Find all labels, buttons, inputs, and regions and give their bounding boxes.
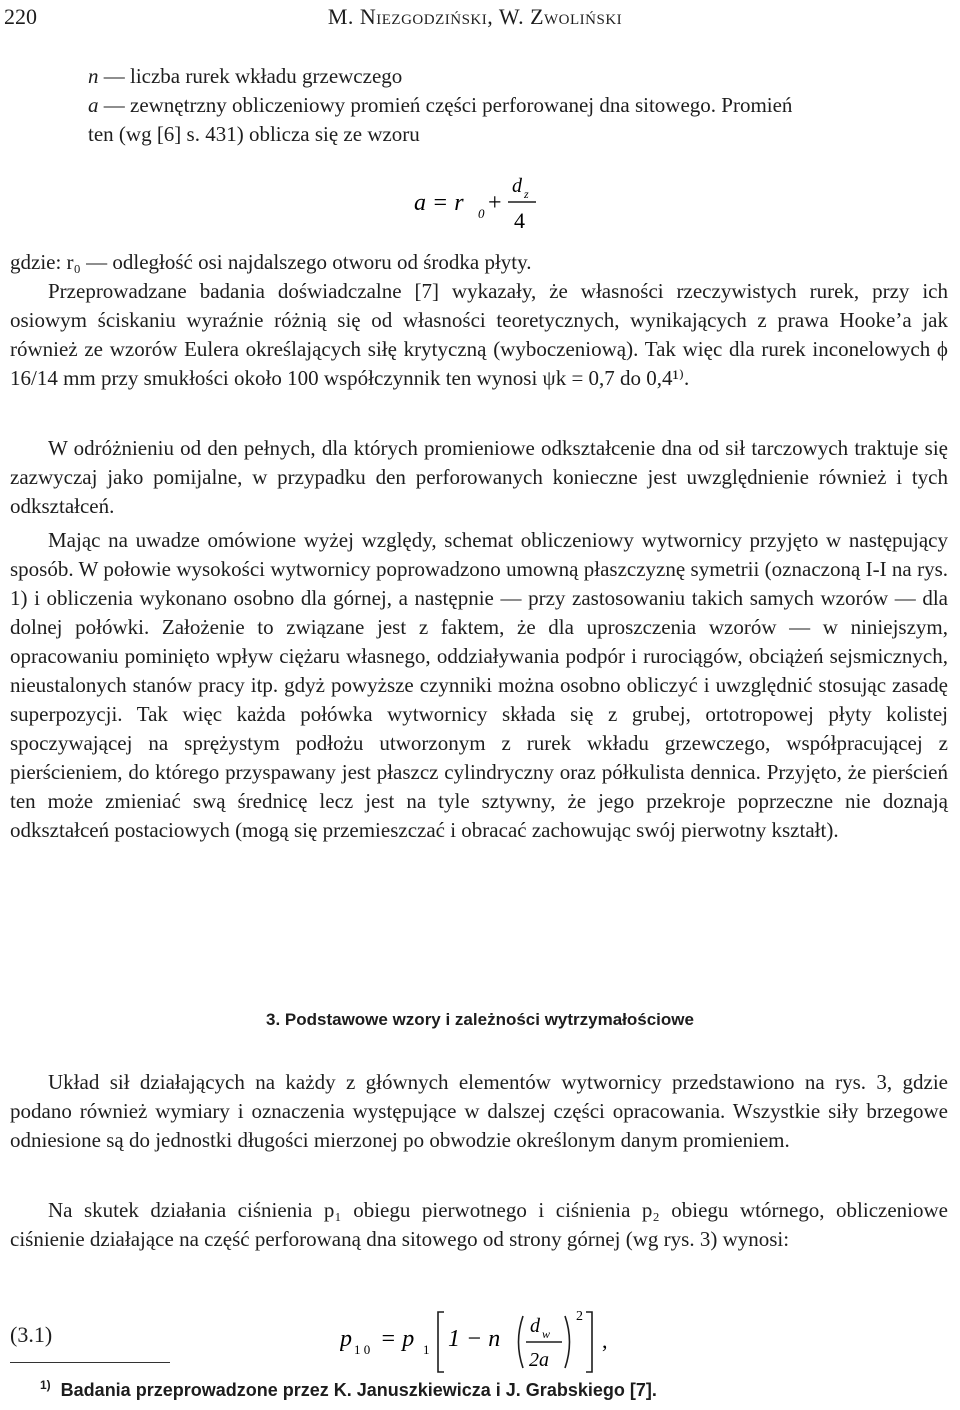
eq31-frac-num-sub: w xyxy=(542,1327,551,1341)
left-bracket xyxy=(438,1312,444,1372)
definition-a xyxy=(88,91,940,120)
eq31-frac-num: d xyxy=(530,1315,540,1337)
right-paren xyxy=(565,1316,570,1368)
equation-3-1-formula xyxy=(340,1302,670,1382)
footnote xyxy=(40,1378,940,1401)
equation-a xyxy=(414,166,574,236)
paragraph-uklad-sil: Układ sił działających na każdy z głównych elementów wytwornicy przedstawiono na rys. 3, gdzie podano również wymiary i oznaczenia występujące w dalszej części opracowania. Wszystkie siły brzegowe odniesione są do jednostki długości mierzonej po obwodzie określonym danym promieniem. xyxy=(10,1070,948,1152)
right-bracket xyxy=(586,1312,592,1372)
eq31-frac-den: 2a xyxy=(529,1349,549,1371)
paragraph-cisnienie: Na skutek działania ciśnienia p₁ obiegu pierwotnego i ciśnienia p₂ obiegu wtórnego, obliczeniowe ciśnienie działające na część perforowaną dna sitowego od strony górnej (wg rys. 3) wynosi: xyxy=(10,1198,948,1251)
eq31-exponent: 2 xyxy=(576,1309,583,1324)
eq-a-numerator-sub: z xyxy=(524,187,529,201)
definition-symbol: a xyxy=(88,93,99,117)
paragraph-schemat: Mając na uwadze omówione wyżej względy, schemat obliczeniowy wytwornicy przyjęto w następujący sposób. W połowie wysokości wytwornicy poprowadzono umowną płaszczyznę symetrii (oznaczoną I-I na rys. 1) i obliczenia wykonano osobno dla górnej, a następnie — przy zastosowaniu takich samych wzorów — dla dolnej połówki. Założenie to związane jest z faktem, że dla uproszczenia wzorów — w niniejszym, opracowaniu pominięto wpływ ciężaru własnego, oddziaływania podpór i rurociągów, obciążeń sejsmicznych, nieustalonych stanów pracy itp. gdyż powyższe czynniki można osobno obliczyć i uwzględnić stosując zasadę superpozycji. Tak więc każda połówka wytwornicy składa się z grubej, ortotropowej płyty kolistej spoczywającej na sprężystym podłożu utworzonym z rurek wkładu grzewczego, współpracującej z pierścieniem, do którego przyspawany jest płaszcz cylindryczny oraz półkulista dennica. Przyjęto, że pierścień ten może zmieniać swą średnicę lecz jest na tyle sztywny, że jego przekroje poprzeczne nie doznają odkształceń postaciowych (mogą się przemieszczać i obracać zachowując swój pierwotny kształt). xyxy=(10,528,948,842)
definition-symbol: n xyxy=(88,64,99,88)
page-header xyxy=(4,4,946,34)
equation-number: (3.1) xyxy=(10,1322,53,1347)
definition-continuation: ten (wg [6] s. 431) oblicza się ze wzoru xyxy=(88,122,420,146)
definition-text: — zewnętrzny obliczeniowy promień części perforowanej dna sitowego. Promień xyxy=(103,93,793,117)
eq31-one-minus-n: 1 − n xyxy=(448,1326,501,1352)
section-heading: 3. Podstawowe wzory i zależności wytrzymałościowe xyxy=(266,1010,694,1029)
gdzie-line: gdzie: r₀ — odległość osi najdalszego otworu od środka płyty. xyxy=(10,250,532,274)
definition-text: — liczba rurek wkładu grzewczego xyxy=(103,64,403,88)
eq-a-sub: 0 xyxy=(478,206,485,221)
eq31-lhs: p xyxy=(340,1326,352,1352)
eq-a-denominator: 4 xyxy=(514,208,525,233)
eq31-lhs-sub: 1 0 xyxy=(354,1342,371,1357)
footnote-text: Badania przeprowadzone przez K. Januszkiewicza i J. Grabskiego [7]. xyxy=(60,1380,657,1400)
eq-a-numerator: d xyxy=(512,175,522,197)
definition-n xyxy=(88,62,940,91)
eq31-eq: = p xyxy=(380,1326,415,1352)
eq31-comma: , xyxy=(602,1328,608,1353)
eq-a-plus: + xyxy=(488,190,502,216)
eq31-p-sub: 1 xyxy=(423,1342,430,1357)
footnote-separator xyxy=(10,1362,170,1363)
left-paren xyxy=(519,1316,524,1368)
footnote-mark: 1) xyxy=(40,1378,51,1392)
page-number: 220 xyxy=(4,4,37,29)
running-head: M. Niezgodziński, W. Zwoliński xyxy=(327,4,623,29)
paragraph-odroznienie: W odróżnieniu od den pełnych, dla których promieniowe odkształcenie dna od sił tarczowych traktuje się zazwyczaj jako pomijalne, w przypadku den perforowanych konieczne jest uwzględnienie również i tych odkształceń. xyxy=(10,436,948,518)
paragraph-badania: Przeprowadzane badania doświadczalne [7] wykazały, że własności rzeczywistych rurek, przy ich osiowym ściskaniu wyraźnie różnią się od własności teoretycznych, wynikających z prawa Hooke’a jak również ze wzorów Eulera określających siłę krytyczną (wyboczeniową). Tak więc dla rurek inconelowych ϕ 16/14 mm przy smukłości około 100 współczynnik ten wynosi ψk = 0,7 do 0,4¹⁾. xyxy=(10,279,948,390)
equation-3-1 xyxy=(10,1302,950,1382)
eq-a-lhs: a = r xyxy=(414,190,464,216)
